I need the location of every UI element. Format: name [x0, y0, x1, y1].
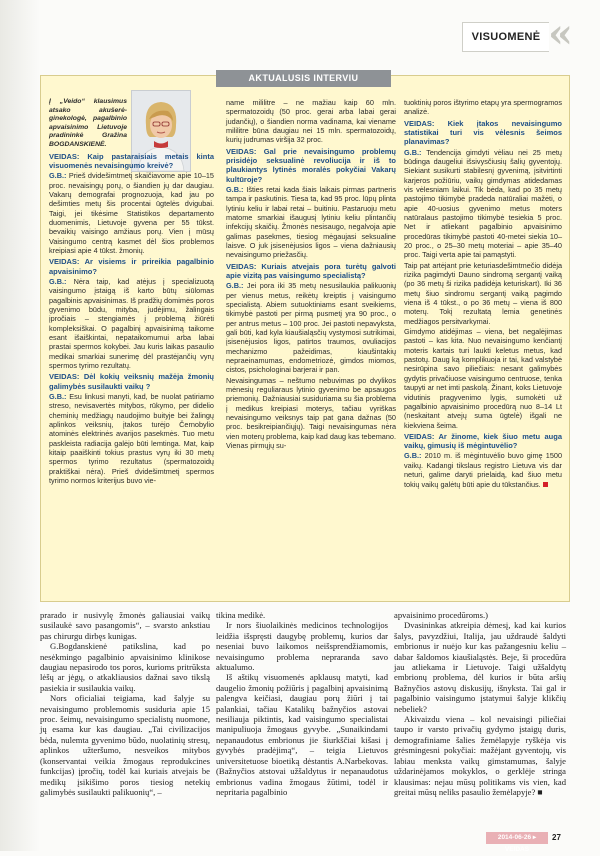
speaker-initials: G.B.: [226, 281, 244, 291]
interview-answer [49, 392, 214, 485]
article-paragraph: Akivaizdu viena – kol nevaisingi piliečiai taupo ir varsto privačių gydymo įstaigų duris, demografiniame šalies žemėlapyje ryškėja vis grėsmingesni pokyčiai: mažėjant gyventojų, vis labiau menksta vaikų gimstamumas, šalyje uždarinėjamos mokyklos, o gerklėje stringa klausimas: nejau mūsų politikams vis vien, kad greitai mūsų neliks pasaulio žemėlapyje? ■ [394, 714, 566, 797]
interview-question: VEIDAS: Kuriais atvejais pora turėtų galvoti apie vizitą pas vaisingumo specialistą? [226, 261, 396, 280]
interview-answer [49, 277, 214, 370]
interview-paragraph: tuoktinių poros ištyrimo etapų yra spermogramos analizė. [404, 98, 562, 117]
article-paragraph: Dvasininkas atkreipia dėmesį, kad kai kurios šalys, pavyzdžiui, Italija, jau uždraudė šaldyti embrionus ir nuėjo kur kas pažangesniu keliu – dabar šaldomos kiaušialąstės. Beje, ši procedūra jau atliekama ir Lietuvoje. Taigi užšaldytų embrionų problema, dėl kurios ir būta aršių Bažnyčios astovų diskusijų, išnyksta. Tai gal ir pagalbinio vaisingumo įstatymui šalyje klikčių nebeliek? [394, 620, 566, 714]
interview-column-3 [404, 98, 562, 490]
section-quote-mark: « [548, 10, 573, 57]
article-paragraph: Nors oficialiai teigiama, kad šalyje su nevaisingumo problemomis susiduria apie 15 proc. šeimų, nevaisingumo specialistų nuomone, jų esama kur kas daugiau. „Tai civilizacijos bėda, nulemta gyvenimo būdo, nuolatinių stresų, aplinkos užteršumo, nesveikos mitybos (konservantai veikia žmogaus reprodukcines funkcijas) įpročių, todėl kai kuriais atvejais be medikų įsikišimo poros tiesiog netekių galimybės susilaukti palikuonių“, – [40, 693, 210, 797]
speaker-initials: G.B.: [49, 276, 67, 286]
interview-question: VEIDAS: Dėl kokių veiksnių mažėja žmonių galimybės susilaukti vaikų ? [49, 372, 214, 391]
answer-text: Tendencija gimdyti vėliau nei 25 metų būdinga daugeliui išsivysčiusių šalių gyventojų. Siekiant susikurti stabilesnį gyvenimą, įsitvirtinti karjeros požiūriu, vaikų gimdymas atidedamas vis vėlesniam laikui. Tik bėda, kad po 35 metų pastojimo tikimybė pradeda natūraliai mažėti, o apie 40-uosius gyvenimo metus moters natūralaus pastojimo tikimybė tesiekia 5 proc. Net ir atliekant pagalbinio apvaisinimo procedūras tikimybė pastoti 40-metei siekia 10–20 proc., o 25–30 metų moteriai – apie 35–40 proc. Taigi verta apie tai pamąstyti. [404, 147, 562, 260]
answer-text: Esu linkusi manyti, kad, be nuolat patiriamo streso, nevisavertės mitybos, rūkymo, per didelio cheminių medžiagų naudojimo buityje bei žalingų aplinkos veiksnių, įtakos turėjo Černobylio atominės elektrinės avarijos pasekmės. Tuo metu paskleista radiacija galėjo būti lemtinga. Mat, kaip kitaip paaiškinti tokius prastus vyrų iki 30 metų spermos tyrimo rezultatus (spermatozoidų praktiškai nėra). Prieš dvidešimtmetį spermos tyrimo normos kriterijus buvo vie- [49, 391, 214, 485]
interview-answer [226, 281, 396, 374]
interview-question: VEIDAS: Kiek įtakos nevaisingumo statistikai turi vis vėlesnis šeimos planavimas? [404, 118, 562, 147]
interview-question: VEIDAS: Gal prie nevaisingumo problemų prisidėjo seksualinė revoliucija ir iš to plaukiantys lytinės moralės pokyčiai Vakarų kultūroje? [226, 146, 396, 184]
interview-paragraph: Taip pat artėjant prie keturiasdešimtmečio didėja rizika pagimdyti Dauno sindromą sergantį vaiką (po 36 metų ši rizika padidėja keturiskart). Iki 36 metų šiuo sindromu sergantį vaiką pagimdo viena iš 4 tūkst., o po 36 metų – viena iš 800 moterų. Tokį rezultatą lemia genetinės medžiagos persitvarkymai. [404, 260, 562, 326]
article-paragraph: prarado ir nusivylę žmonės galiausiai vaikų susilaukė savo pasangomis“, – svarsto ankstiau pas chirurgu dirbęs kunigas. [40, 610, 210, 641]
page-number: 27 [552, 833, 561, 842]
page-edge [0, 0, 40, 851]
section-label: VISUOMENĖ [462, 22, 549, 52]
article-paragraph: G.Bogdanskienė patikslina, kad po nesėkmingo pagalbinio apvaisinimo klinikose daugiau nepasirodo tos poros, kurioms pritrūksta lėšų ar jėgų, o atkakliausios dažnai savo tikslą pasiekia ir susilaukia vaikų. [40, 641, 210, 693]
article-paragraph: apvaisinimo procedūroms.) [394, 610, 489, 620]
interview-answer [226, 185, 396, 260]
section-header [462, 10, 586, 57]
interview-box [40, 75, 570, 602]
answer-text: Jei pora iki 35 metų nesusilaukia palikuonių per vienus metus, reikėtų kreiptis į vaisingumo specialistą. Abiem sutuoktiniams esant sveikiems, tikimybė pastoti per pirmą pusmetį yra 90 proc., o per antrus metus – 100 proc. Jei pastoti nepavyksta, gali būti, kad kyla kiaušialąsčių vystymosi sutrikimai, įsisenėjusios ligos, patirtos traumos, ovuliacijos mechanizmo pažeidimas, kiaušintakių nepraeinamumas, endometriozė, gimdos miomos, cistos, psichologinai barjerai ir pan. [226, 281, 396, 375]
speaker-initials: G.B.: [226, 184, 244, 194]
speaker-initials: G.B.: [49, 171, 67, 181]
interview-paragraph: name mililitre – ne mažiau kaip 60 mln. spermatozoidų (50 proc. gerai arba labai gerai judančių), o šiandien norma vadinama, kai viename mililitre būna daugiau nei 15 mln. spermatozoidų, kurių judrumas viršija 32 proc. [226, 98, 396, 145]
interview-title: AKTUALUSIS INTERVIU [216, 70, 391, 87]
answer-text: 2010 m. iš mėgintuvėlio buvo gimę 1500 vaikų. Kadangi tikslaus registro Lietuva vis dar neturi, galime daryti prielaidą, kad šiuo metu tokių vaikų galėtų būti apie du tūkstančius. [404, 451, 562, 489]
interview-intro: Į „Veido“ klausimus atsako akušerė-ginekologė, pagalbinio apvaisinimo Lietuvoje pradininkė Gražina BOGDANSKIENĖ. [49, 98, 127, 148]
interview-answer [404, 451, 562, 488]
interview-answer [404, 148, 562, 260]
answer-text: Nėra taip, kad atėjus į specializuotą vaisingumo įstaigą iš karto būtų siūlomas pagalbinis apvaisinimas. Iš pradžių domimės poros gyvenimo būdu, mityba, judėjimu, žalingais įpročiais – stengiamės į problemą žiūrėti kompleksiškai. O pagalbinį apvaisinimą taikome esant išaiškintai, nepataikomumui arba labai prastai spermos kokybei. Jau kuris laikas pasaulio medikai smarkiai sunerimę dėl prastėjančių vyrų spermos tyrimo rezultatų. [49, 276, 214, 370]
interview-paragraph: Gimdymo atidėjimas – viena, bet negalėjimas pastoti – kas kita. Nuo nevaisingumo kenčiantį moteris kartais turi laukti keletus metus, kad pastotų. Daug ką komplikuoja ir tai, kad valstybė nesirūpina savo piliečiais: nesant galimybės gydytis privačiuose vaisingumo centruose, tenka taupyti ar net imti paskolą. Žinant, koks Lietuvoje vidutinis pragyvenimo lygis, sumokėti už pagalbinio apvaisinimo procedūrą nuo 8–14 Lt (neskaitant atvejų suma ūgtelė) išgali ne kiekviena šeima. [404, 327, 562, 430]
article-column-3 [394, 610, 566, 797]
interview-column-2 [226, 98, 396, 451]
speaker-initials: G.B.: [49, 391, 67, 401]
answer-text: Prieš dvidešimtmetį skaičiavome apie 10–15 proc. nevaisingų porų, o šiandien jų dar daugiau. Vakarų demografai prognozuoja, kad jau po dešimties metų šis procentai ūgtelės dvigubai. Taigi, jei tikėsime Statistikos departamento duomenimis, Lietuvoje gyvena per 55 tūkst. bevaikių vaisingo amžiaus porų. Vien į mūsų Vaisingumo centrą kasmet dėl šios problemos kreipiasi apie 4 tūkst. žmonių. [49, 171, 214, 255]
speaker-initials: G.B.: [404, 451, 422, 461]
article-end-mark [543, 482, 548, 487]
interview-column-1 [49, 98, 214, 486]
answer-text: Išties retai kada šiais laikais pirmas partneris tampa ir paskutinis. Tiesa ta, kad 95 proc. lūpų plinta lytiniu keliu ir labai retai – buitiniu. Pastaruoju metu matome smarkiai išaugusį lytiniu keliu plintančių infekcijų skaičių. Žmonės nesisaugo, negalvoja apie galimas pasekmes, tiesiog mėgaujasi seksualine laisve. O juk jsisenėjusios ligos – viena dažniausių nevaisingumo priežasčių. [226, 184, 396, 260]
speaker-initials: G.B.: [404, 147, 422, 157]
article-paragraph: tikina medikė. [216, 610, 266, 620]
interview-question: VEIDAS: Ar žinome, kiek šiuo metu auga vaikų, gimusių iš mėgintuvėlio? [404, 431, 562, 451]
interview-answer [49, 171, 214, 255]
article-column-1 [40, 610, 210, 797]
article-paragraph: Ir nors šiuolaikinės medicinos technologijos leidžia išspręsti daugybę problemų, kurios dar neseniai buvo laikomos neišsprendžiamomis, nevaisingumo problema nepraranda savo aktualumo. [216, 620, 388, 673]
interview-question: VEIDAS: Ar visiems ir prireikia pagalbinio apvaisinimo? [49, 257, 214, 276]
interview-question: VEIDAS: Kaip pastaraisiais metais kinta visuomenės nevaisingumo kreivė? [49, 151, 214, 170]
article-paragraph: Iš aštikų visuomenės apklausų matyti, kad daugelio žmonių požiūris į pagalbinį apvaisinimą palengva keičiasi, daugiau porų žiūri į tai palankiai, tačiau Katalikų bažnyčios astovai nesiliauja piktintis, kad vaisingumo specialistai manipuliuoja žmogaus gyvybe. „Sunaikindami nepanaudotus embrionus jie šiurkščiai kišasi į gyvybės pradėjimą“, – teigia Lietuvos universitetuose bioetiką dėstantis A.Narbekovas. (Bažnyčios atstovai užšaldytus ir nepanaudotus embrionus vadina žmogaus žūtimi, todėl ir nepritaria pagalbinio [216, 672, 388, 797]
article-column-2 [216, 610, 388, 797]
issue-date: 2014-06-26 ▸ VEIDAS [486, 832, 548, 844]
interview-paragraph: Nevaisingumas – neštumo nebuvimas po dvylikos mėnesių reguliaraus lytinio gyvenimo be apsaugos priemonių. Dažniausiai susiduriama su šia problema į medikus kreipiasi moterys, tačiau vyriškas nevaisingumo veiksnys taip pat gana dažnas (50 proc. besikreipiančiųjų). Taigi nevaisingumas nėra vien moterų problema, kaip kad daug kas tebemano. Vienas pirmųjų su- [226, 375, 396, 451]
